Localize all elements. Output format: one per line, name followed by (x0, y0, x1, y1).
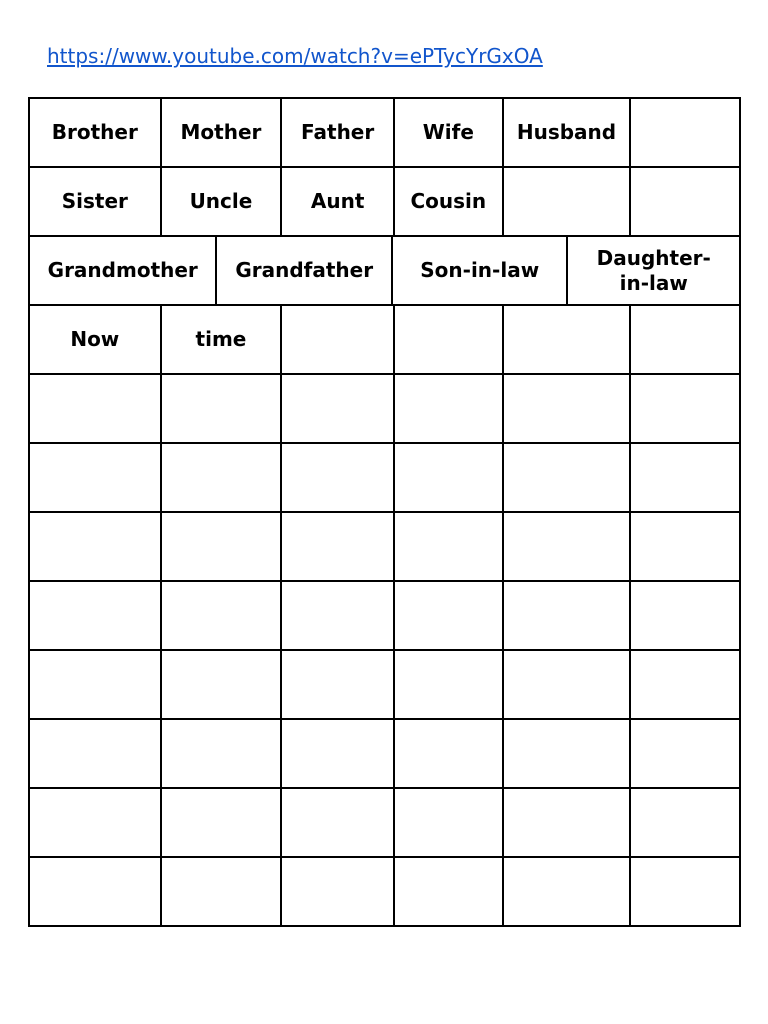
table-cell: Now (28, 306, 162, 373)
table-cell (28, 720, 162, 787)
table-row (28, 444, 741, 513)
table-cell (28, 582, 162, 649)
table-cell: Sister (28, 168, 162, 235)
table-cell: Cousin (395, 168, 504, 235)
table-row (28, 582, 741, 651)
table-cell (395, 789, 504, 856)
word-table (28, 97, 741, 927)
table-cell: Wife (395, 99, 504, 166)
table-cell (282, 444, 395, 511)
table-cell (162, 375, 283, 442)
table-cell (162, 444, 283, 511)
table-cell (282, 582, 395, 649)
table-row (28, 237, 741, 306)
table-cell (395, 858, 504, 925)
table-cell (282, 720, 395, 787)
table-cell (162, 651, 283, 718)
table-cell (162, 858, 283, 925)
table-cell (395, 444, 504, 511)
table-cell (28, 513, 162, 580)
table-row (28, 513, 741, 582)
table-cell: Grandfather (217, 237, 393, 304)
table-cell (395, 582, 504, 649)
table-cell (631, 582, 741, 649)
table-cell (504, 582, 632, 649)
table-cell: Husband (504, 99, 632, 166)
table-row (28, 651, 741, 720)
table-cell (631, 306, 741, 373)
table-cell (28, 789, 162, 856)
table-cell (282, 513, 395, 580)
table-cell: time (162, 306, 283, 373)
table-cell (28, 858, 162, 925)
table-cell (28, 444, 162, 511)
table-cell (631, 720, 741, 787)
table-cell (631, 99, 741, 166)
table-cell (631, 375, 741, 442)
table-cell (162, 789, 283, 856)
table-cell (162, 513, 283, 580)
table-cell (162, 720, 283, 787)
table-cell (282, 306, 395, 373)
table-cell (504, 651, 632, 718)
table-cell: Father (282, 99, 395, 166)
table-cell (282, 789, 395, 856)
table-cell (395, 306, 504, 373)
table-cell (282, 651, 395, 718)
table-cell: Grandmother (28, 237, 217, 304)
table-cell (504, 513, 632, 580)
table-row (28, 858, 741, 927)
table-cell (631, 858, 741, 925)
table-cell (504, 375, 632, 442)
table-cell (504, 168, 632, 235)
youtube-link[interactable]: https://www.youtube.com/watch?v=ePTycYrGxOA (47, 44, 543, 68)
table-cell (395, 375, 504, 442)
table-cell: Brother (28, 99, 162, 166)
table-cell: Mother (162, 99, 283, 166)
table-cell (504, 306, 632, 373)
table-cell (631, 513, 741, 580)
table-row (28, 375, 741, 444)
table-cell (504, 720, 632, 787)
table-cell (631, 444, 741, 511)
table-cell: Aunt (282, 168, 395, 235)
table-row (28, 720, 741, 789)
table-cell: Daughter- in-law (568, 237, 741, 304)
table-cell (395, 720, 504, 787)
table-cell: Uncle (162, 168, 283, 235)
table-cell: Son-in-law (393, 237, 569, 304)
table-cell (395, 651, 504, 718)
table-row (28, 306, 741, 375)
table-cell (282, 858, 395, 925)
table-row (28, 97, 741, 168)
table-cell (395, 513, 504, 580)
table-row (28, 168, 741, 237)
table-cell (504, 858, 632, 925)
table-cell (631, 651, 741, 718)
table-cell (28, 375, 162, 442)
table-cell (631, 789, 741, 856)
table-cell (162, 582, 283, 649)
table-cell (28, 651, 162, 718)
table-cell (631, 168, 741, 235)
table-row (28, 789, 741, 858)
table-cell (504, 789, 632, 856)
table-cell (282, 375, 395, 442)
table-cell (504, 444, 632, 511)
